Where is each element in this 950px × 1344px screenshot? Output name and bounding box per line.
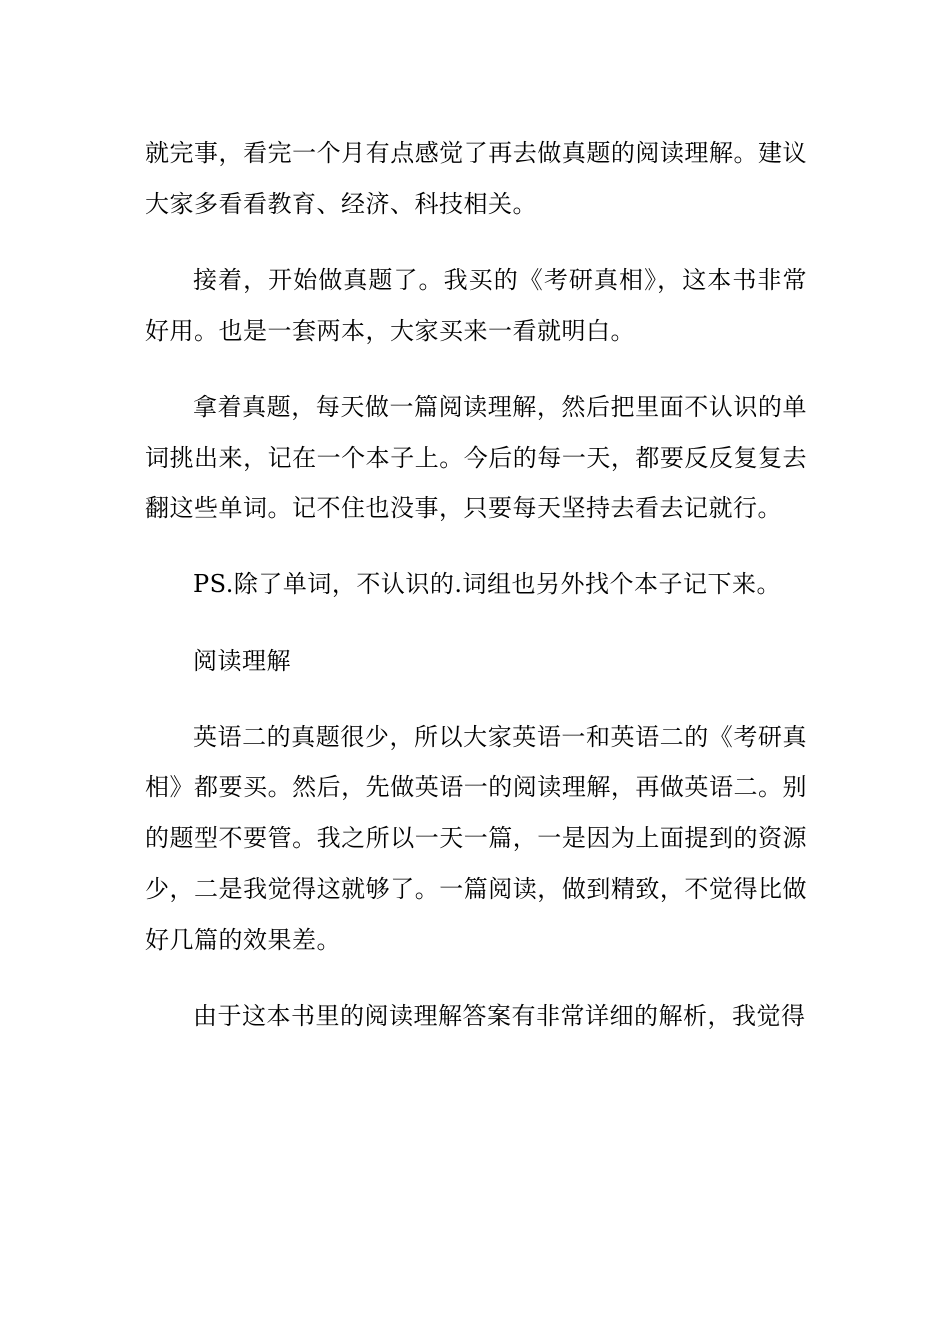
paragraph-3: 拿着真题，每天做一篇阅读理解，然后把里面不认识的单词挑出来，记在一个本子上。今后的每一天，都要反反复复去翻这些单词。记不住也没事，只要每天坚持去看去记就行。 [145, 392, 807, 523]
paragraph-ps-note: PS.除了单词，不认识的.词组也另外找个本子记下来。 [193, 570, 781, 599]
paragraph-6: 由于这本书里的阅读理解答案有非常详细的解析，我觉得 [193, 1001, 806, 1030]
section-heading-reading: 阅读理解 [193, 646, 291, 675]
paragraph-5: 英语二的真题很少，所以大家英语一和英语二的《考研真相》都要买。然后，先做英语一的阅读理解，再做英语二。别的题型不要管。我之所以一天一篇，一是因为上面提到的资源少，二是我觉得这就够了。一篇阅读，做到精致，不觉得比做好几篇的效果差。 [145, 722, 807, 954]
paragraph-2: 接着，开始做真题了。我买的《考研真相》，这本书非常好用。也是一套两本，大家买来一看就明白。 [145, 265, 807, 345]
document-body [145, 128, 807, 1067]
paragraph-1: 就完事，看完一个月有点感觉了再去做真题的阅读理解。建议大家多看看教育、经济、科技相关。 [145, 139, 807, 218]
